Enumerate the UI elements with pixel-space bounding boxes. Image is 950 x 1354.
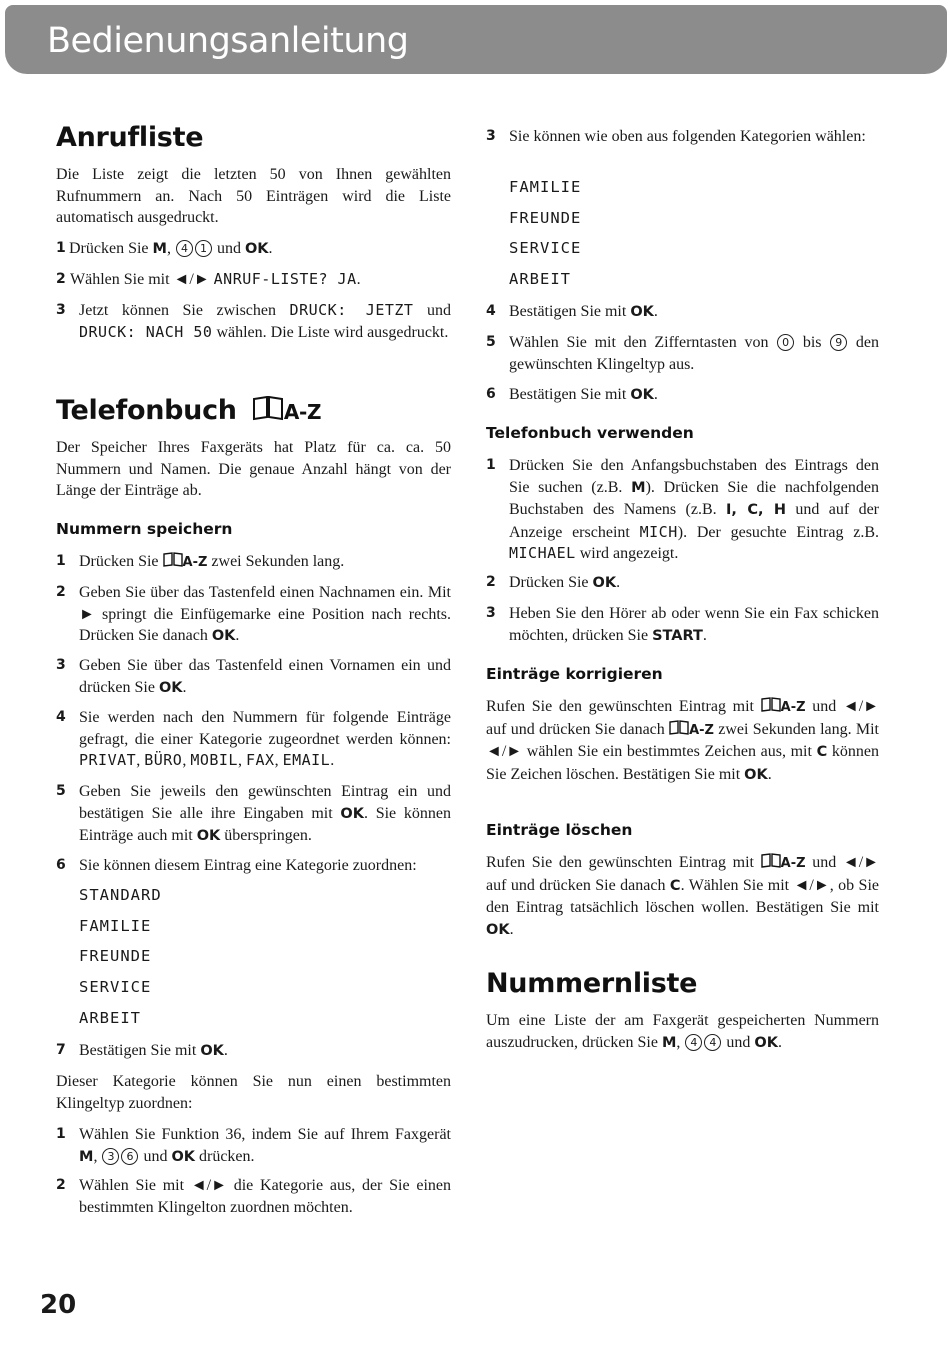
fix-paragraph: Rufen Sie den gewünschten Eintrag mit A-Z und ◄/► auf und drücken Sie danach A-Z zwei Sekunden lang. Mit ◄/► wählen Sie ein bestimmtes Zeichen aus, mit C können Sie Zeichen löschen. Bestätigen Sie mit OK. — [486, 698, 880, 783]
use-step-2: 2 Drücken Sie OK. — [486, 574, 621, 591]
ringtone-step-6: 6 Bestätigen Sie mit OK. — [486, 386, 658, 403]
category-option: ARBEIT — [509, 270, 571, 288]
use-step-1: 1 Drücken Sie den Anfangsbuchstaben des Eintrags den Sie suchen (z.B. M). Drücken Sie die nachfolgenden Buchstaben des Namens (z.B. I, C, H und auf der Anzeige erscheint MICH). Der gesuchte Eintrag z.B. MICHAEL wird angezeigt. — [486, 457, 880, 562]
book-icon — [761, 853, 781, 869]
delete-paragraph: Rufen Sie den gewünschten Eintrag mit A-Z und ◄/► auf und drücken Sie danach C. Wählen Sie mit ◄/►, ob Sie den Eintrag tatsächlich löschen wollen. Bestätigen Sie mit OK. — [486, 854, 880, 938]
save-step-5: 5 Geben Sie jeweils den gewünschten Eintrag ein und bestätigen Sie alle ihre Eingaben mit OK. Sie können Einträge auch mit OK überspringen. — [56, 783, 451, 844]
save-step-4: 4 Sie werden nach den Nummern für folgende Einträge gefragt, die einer Kategorie zugeordnet werden können: PRIVAT, BÜRO, MOBIL, FAX, EMAIL. — [56, 709, 451, 769]
header-bar — [5, 5, 947, 74]
category-option: ARBEIT — [79, 1009, 141, 1027]
book-icon — [761, 697, 781, 713]
key-9-icon: 9 — [830, 334, 847, 351]
subheading-eintraege-korrigieren: Einträge korrigieren — [486, 665, 663, 683]
book-icon — [252, 396, 284, 422]
subheading-nummern-speichern: Nummern speichern — [56, 520, 233, 538]
ringtone-intro: Dieser Kategorie können Sie nun einen bestimmten Klingeltyp zuordnen: — [56, 1073, 451, 1112]
ringtone-step-1: 1 Wählen Sie Funktion 36, indem Sie auf Ihrem Faxgerät M, 3 6 und OK drücken. — [56, 1126, 451, 1165]
anrufliste-step-3: 3 Jetzt können Sie zwischen DRUCK: JETZT und DRUCK: NACH 50 wählen. Die Liste wird ausgedruckt. — [56, 301, 451, 341]
key-6-icon: 6 — [121, 1148, 138, 1165]
ringtone-step-4: 4 Bestätigen Sie mit OK. — [486, 303, 658, 320]
section-heading-nummernliste: Nummernliste — [486, 968, 698, 999]
ringtone-step-3: 3 Sie können wie oben aus folgenden Kategorien wählen: — [486, 128, 866, 145]
key-4-icon: 4 — [176, 240, 193, 257]
key-4-icon: 4 — [704, 1034, 721, 1051]
category-option: FAMILIE — [79, 917, 152, 935]
arrow-left-right-icon: ◄/► — [842, 854, 879, 871]
anrufliste-intro: Die Liste zeigt die letzten 50 von Ihnen gewählten Rufnummern an. Nach 50 Einträgen wird die Liste automatisch ausgedruckt. — [56, 166, 451, 226]
arrow-left-right-icon: ◄/► — [190, 1177, 227, 1194]
page-number: 20 — [40, 1290, 77, 1320]
ringtone-step-5: 5 Wählen Sie mit den Zifferntasten von 0 bis 9 den gewünschten Klingeltyp aus. — [486, 334, 879, 373]
subheading-telefonbuch-verwenden: Telefonbuch verwenden — [486, 424, 694, 442]
category-option: FAMILIE — [509, 178, 582, 196]
category-option: FREUNDE — [509, 209, 582, 227]
section-heading-telefonbuch: Telefonbuch A-Z — [56, 395, 322, 426]
book-icon — [669, 720, 689, 736]
category-option: STANDARD — [79, 886, 162, 904]
save-step-2: 2 Geben Sie über das Tastenfeld einen Nachnamen ein. Mit ► springt die Einfügemarke eine Position nach rechts. Drücken Sie danach OK. — [56, 584, 451, 644]
ringtone-step-2: 2 Wählen Sie mit ◄/► die Kategorie aus, der Sie einen bestimmten Klingelton zuordnen möchten. — [56, 1177, 452, 1216]
arrow-left-right-icon: ◄/► — [793, 876, 830, 894]
book-icon — [163, 552, 183, 568]
key-0-icon: 0 — [777, 334, 794, 351]
telefonbuch-intro: Der Speicher Ihres Faxgeräts hat Platz für ca. ca. 50 Nummern und Namen. Die genaue Anzahl hängt von der Länge der Einträge ab. — [56, 439, 451, 499]
arrow-left-right-icon: ◄/► — [842, 698, 879, 715]
category-option: FREUNDE — [79, 947, 152, 965]
key-1-icon: 1 — [195, 240, 212, 257]
use-step-3: 3 Heben Sie den Hörer ab oder wenn Sie ein Fax schicken möchten, drücken Sie START. — [486, 605, 879, 644]
arrow-left-right-icon: ◄/► — [486, 743, 523, 760]
save-step-1: 1 Drücken Sie A-Z zwei Sekunden lang. — [56, 553, 345, 570]
subheading-eintraege-loeschen: Einträge löschen — [486, 821, 633, 839]
key-3-icon: 3 — [102, 1148, 119, 1165]
anrufliste-step-1: 1 Drücken Sie M, 4 1 und OK. — [56, 240, 273, 257]
az-key-label: A-Z — [283, 400, 322, 424]
anrufliste-step-2: 2 Wählen Sie mit ◄/► ANRUF-LISTE? JA. — [56, 270, 361, 288]
arrow-left-right-icon: ◄/► — [173, 271, 210, 288]
category-option: SERVICE — [79, 978, 152, 996]
save-step-3: 3 Geben Sie über das Tastenfeld einen Vornamen ein und drücken Sie OK. — [56, 657, 451, 696]
arrow-right-icon: ► — [79, 605, 95, 623]
key-4-icon: 4 — [685, 1034, 702, 1051]
page-title: Bedienungsanleitung — [47, 21, 409, 61]
save-step-6: 6 Sie können diesem Eintrag eine Kategorie zuordnen: — [56, 857, 417, 874]
nummernliste-paragraph: Um eine Liste der am Faxgerät gespeicherten Nummern auszudrucken, drücken Sie M, 4 4 und OK. — [486, 1012, 879, 1051]
category-option: SERVICE — [509, 239, 582, 257]
section-heading-anrufliste: Anrufliste — [56, 122, 204, 153]
save-step-7: 7 Bestätigen Sie mit OK. — [56, 1042, 228, 1059]
